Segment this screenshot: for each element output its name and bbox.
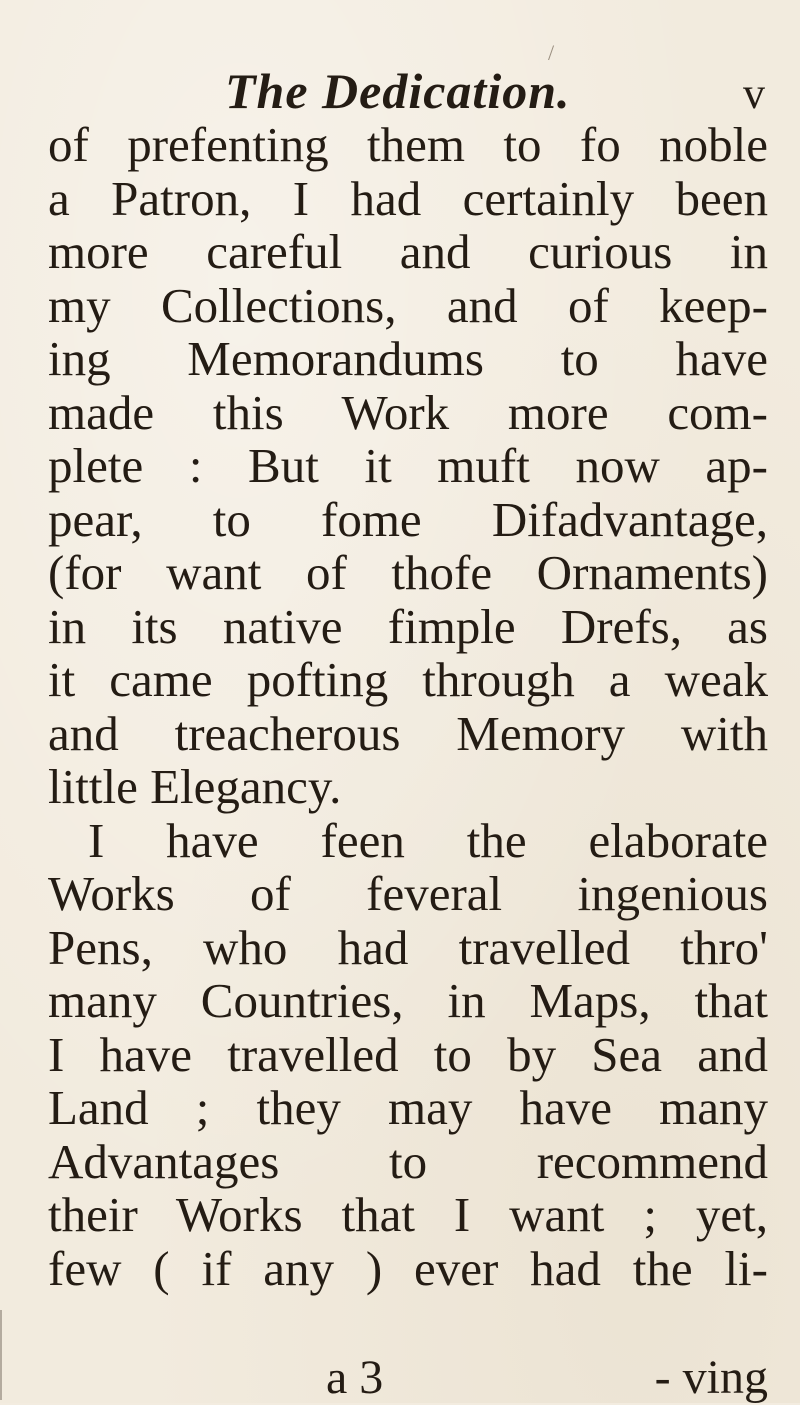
text-line: few ( if any ) ever had the li- bbox=[48, 1240, 768, 1296]
text-line: their Works that I want ; yet, bbox=[48, 1187, 768, 1242]
gutter-edge-line bbox=[0, 1310, 2, 1400]
text-line: many Countries, in Maps, that bbox=[48, 973, 768, 1028]
text-line: little Elegancy. bbox=[48, 759, 342, 814]
page-number: v bbox=[743, 69, 765, 118]
text-line: of prefenting them to fo noble bbox=[48, 117, 768, 172]
text-line: (for want of thofe Ornaments) bbox=[48, 545, 768, 600]
body-text bbox=[48, 118, 768, 1295]
text-line: more careful and curious in bbox=[48, 224, 768, 279]
text-line: I have travelled to by Sea and bbox=[48, 1026, 768, 1082]
text-line: plete : But it muft now ap- bbox=[48, 438, 768, 493]
page-footer bbox=[48, 1350, 768, 1404]
text-line: Works of feveral ingenious bbox=[48, 866, 768, 921]
text-line: my Collections, and of keep- bbox=[48, 277, 768, 333]
text-line: and treacherous Memory with bbox=[48, 705, 768, 761]
text-line: a Patron, I had certainly been bbox=[48, 170, 768, 226]
paragraph-start-line: I have feen the elaborate bbox=[88, 812, 768, 868]
text-line: Pens, who had travelled thro' bbox=[48, 919, 768, 975]
text-line: Land ; they may have many bbox=[48, 1080, 768, 1135]
text-line: ing Memorandums to have bbox=[48, 331, 768, 386]
running-title: The Dedication. bbox=[225, 63, 571, 119]
catchword: - ving bbox=[654, 1351, 768, 1404]
running-head bbox=[225, 62, 765, 122]
text-line: it came pofting through a weak bbox=[48, 652, 768, 707]
text-line: in its native fimple Drefs, as bbox=[48, 598, 768, 654]
text-line: made this Work more com- bbox=[48, 384, 768, 440]
signature-mark: a 3 bbox=[326, 1351, 384, 1404]
text-line: pear, to fome Difadvantage, bbox=[48, 491, 768, 547]
paper-blemish-mark: / bbox=[548, 40, 555, 65]
text-line: Advantages to recommend bbox=[48, 1133, 768, 1189]
